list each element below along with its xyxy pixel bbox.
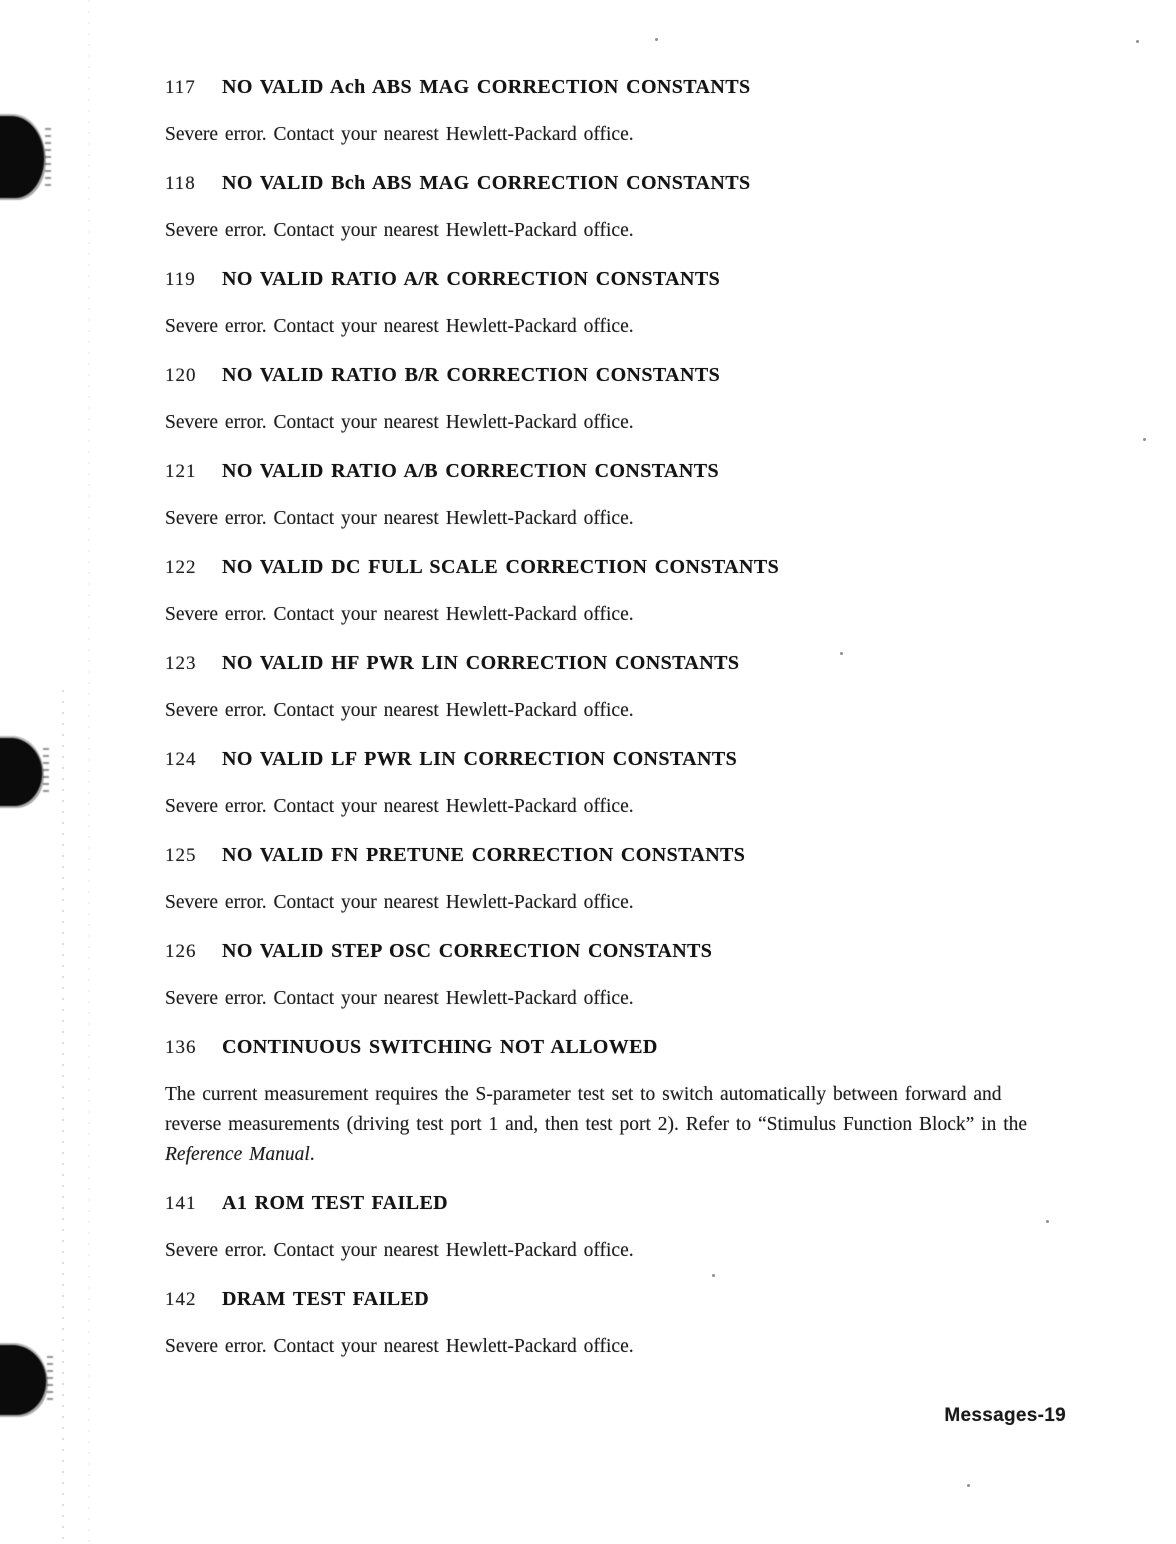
message-code: 141 (165, 1193, 197, 1214)
reference-manual-italic: Reference Manual (165, 1144, 310, 1165)
message-entry-136 (165, 1034, 1053, 1170)
message-heading (165, 362, 1053, 389)
message-code: 126 (165, 941, 197, 962)
message-heading (165, 938, 1053, 965)
message-entry-119 (165, 266, 1053, 342)
message-heading (165, 170, 1053, 197)
scan-speck (967, 1484, 970, 1487)
message-heading (165, 842, 1053, 869)
message-heading (165, 266, 1053, 293)
message-body (165, 1080, 1053, 1170)
message-code: 123 (165, 653, 197, 674)
message-title: NO VALID RATIO B/R CORRECTION CONSTANTS (222, 364, 721, 386)
message-code: 120 (165, 365, 197, 386)
message-body: Severe error. Contact your nearest Hewlett-Packard office. (165, 316, 634, 337)
scan-noise-line (62, 690, 64, 1544)
message-title: NO VALID RATIO A/R CORRECTION CONSTANTS (222, 268, 721, 290)
message-body: Severe error. Contact your nearest Hewlett-Packard office. (165, 1336, 634, 1357)
binder-hole-mark-middle (0, 738, 42, 806)
message-entry-141 (165, 1190, 1053, 1266)
message-body: Severe error. Contact your nearest Hewlett-Packard office. (165, 988, 634, 1009)
message-title: NO VALID Bch ABS MAG CORRECTION CONSTANTS (222, 172, 751, 194)
message-entry-120 (165, 362, 1053, 438)
message-title: CONTINUOUS SWITCHING NOT ALLOWED (222, 1036, 658, 1058)
message-code: 136 (165, 1037, 197, 1058)
message-heading (165, 74, 1053, 101)
message-entry-123 (165, 650, 1053, 726)
scan-speck (655, 38, 658, 41)
message-title: NO VALID RATIO A/B CORRECTION CONSTANTS (222, 460, 719, 482)
messages-list (165, 74, 1053, 1382)
message-code: 125 (165, 845, 197, 866)
message-entry-142 (165, 1286, 1053, 1362)
message-body: Severe error. Contact your nearest Hewlett-Packard office. (165, 700, 634, 721)
message-title: NO VALID Ach ABS MAG CORRECTION CONSTANTS (222, 76, 751, 98)
message-body: Severe error. Contact your nearest Hewlett-Packard office. (165, 508, 634, 529)
message-code: 121 (165, 461, 197, 482)
message-heading (165, 1034, 1053, 1061)
message-body: Severe error. Contact your nearest Hewlett-Packard office. (165, 892, 634, 913)
message-code: 124 (165, 749, 197, 770)
scan-speck (1143, 438, 1146, 441)
message-entry-126 (165, 938, 1053, 1014)
message-body: Severe error. Contact your nearest Hewlett-Packard office. (165, 412, 634, 433)
message-entry-125 (165, 842, 1053, 918)
message-body: Severe error. Contact your nearest Hewlett-Packard office. (165, 604, 634, 625)
message-body-text: . (309, 1144, 315, 1165)
scan-noise-line (88, 0, 90, 1544)
message-code: 117 (165, 77, 196, 98)
message-heading (165, 650, 1053, 677)
message-entry-124 (165, 746, 1053, 822)
message-body: Severe error. Contact your nearest Hewlett-Packard office. (165, 1240, 634, 1261)
message-code: 142 (165, 1289, 197, 1310)
message-body-text: The current measurement requires the S-parameter test set to switch automatically between forward and reverse measurements (driving test port 1 and, then test port 2). Refer to “Stimulus Function Block” in the (165, 1084, 1028, 1135)
page-footer: Messages-19 (944, 1405, 1066, 1426)
message-heading (165, 458, 1053, 485)
message-code: 118 (165, 173, 196, 194)
message-entry-121 (165, 458, 1053, 534)
message-code: 119 (165, 269, 196, 290)
message-code: 122 (165, 557, 197, 578)
message-title: NO VALID STEP OSC CORRECTION CONSTANTS (222, 940, 713, 962)
binder-hole-mark-bottom (0, 1345, 46, 1415)
message-heading (165, 1286, 1053, 1313)
scan-speck (1136, 40, 1139, 43)
message-title: NO VALID DC FULL SCALE CORRECTION CONSTANTS (222, 556, 780, 578)
binder-hole-mark-top (0, 116, 44, 198)
message-heading (165, 1190, 1053, 1217)
message-heading (165, 554, 1053, 581)
message-title: NO VALID LF PWR LIN CORRECTION CONSTANTS (222, 748, 738, 770)
message-body: Severe error. Contact your nearest Hewlett-Packard office. (165, 796, 634, 817)
message-title: NO VALID FN PRETUNE CORRECTION CONSTANTS (222, 844, 746, 866)
message-title: A1 ROM TEST FAILED (222, 1192, 449, 1214)
message-body: Severe error. Contact your nearest Hewlett-Packard office. (165, 124, 634, 145)
message-title: NO VALID HF PWR LIN CORRECTION CONSTANTS (222, 652, 740, 674)
message-entry-122 (165, 554, 1053, 630)
message-heading (165, 746, 1053, 773)
message-entry-117 (165, 74, 1053, 150)
message-title: DRAM TEST FAILED (222, 1288, 430, 1310)
message-body: Severe error. Contact your nearest Hewlett-Packard office. (165, 220, 634, 241)
message-entry-118 (165, 170, 1053, 246)
